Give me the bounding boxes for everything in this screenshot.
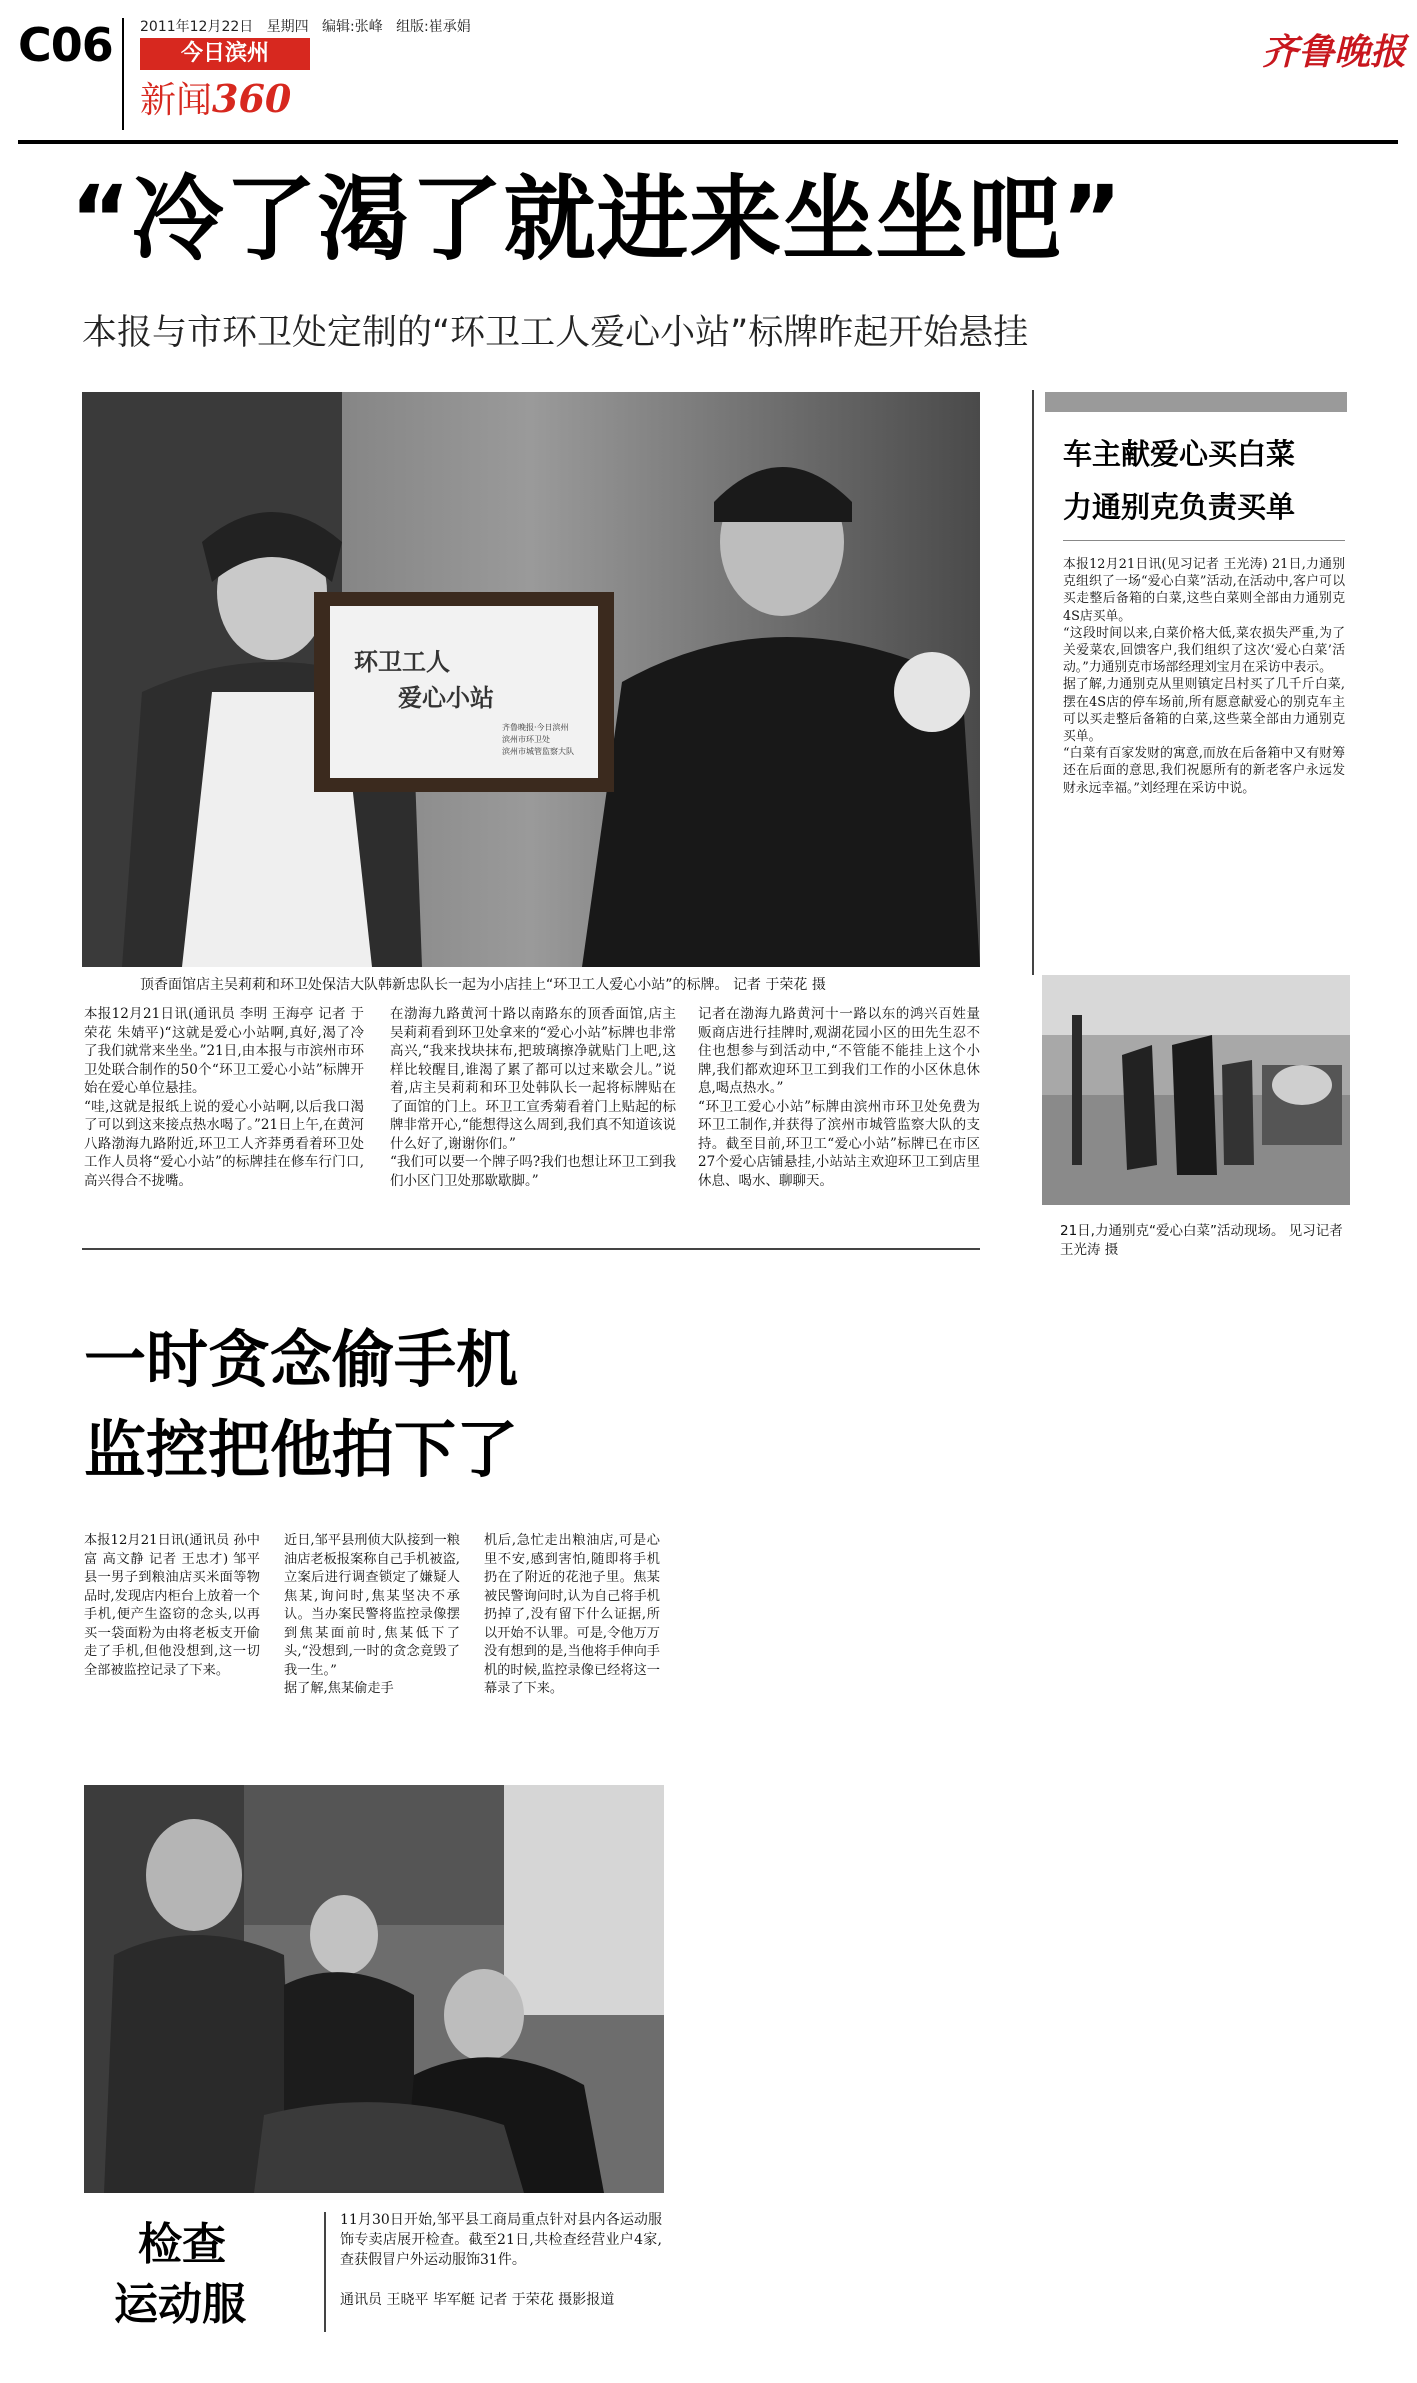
sidebar-photo — [1042, 975, 1350, 1205]
brief-title-1: 检查 — [138, 2219, 226, 2270]
article1-col2: 在渤海九路黄河十路以南路东的顶香面馆,店主吴莉莉看到环卫处拿来的“爱心小站”标牌也非常高兴,“我来找块抹布,把玻璃擦净就贴门上吧,这样比较醒目,谁渴了累了都可以过来歇会儿。”说着,店主吴莉莉和环卫处韩队长一起将标牌贴在了面馆的门上。环卫工宣秀菊看着门上贴起的标牌非常开心,“能想得这么周到,我们真不知道该说什么好了,谢谢你们。” “我们可以要一个牌子吗?我们也想让环卫工到我们小区门卫处那歇歇脚。” — [390, 1006, 676, 1189]
masthead-logo: 齐鲁晚报 — [1262, 31, 1407, 73]
photo-sign-line-2: 滨州市环卫处 — [502, 735, 550, 744]
sidebar-headline-2: 力通别克负责买单 — [1063, 490, 1296, 524]
article2-headline-2: 监控把他拍下了 — [84, 1413, 519, 1486]
photo-scene — [82, 392, 980, 967]
sidebar-headline-rule — [1063, 540, 1345, 541]
photo-sign-title-1: 环卫工人 — [354, 648, 450, 676]
section-title — [140, 72, 291, 123]
article1-photo — [82, 392, 980, 967]
layout-editor: 组版:崔承娟 — [396, 19, 471, 35]
photo-sign-line-3: 滨州市城管监察大队 — [502, 747, 574, 756]
article1-bottom-rule — [82, 1248, 980, 1250]
article1-headline: “冷了渴了就进来坐坐吧” — [70, 166, 1123, 273]
article1-photo-caption: 顶香面馆店主吴莉莉和环卫处保洁大队韩新忠队长一起为小店挂上“环卫工人爱心小站”的标牌。 记者 于荣花 摄 — [140, 977, 826, 993]
section-number: 360 — [212, 76, 292, 121]
editor: 编辑:张峰 — [321, 19, 383, 35]
header-rule — [18, 140, 1398, 144]
sidebar-top-bar — [1045, 392, 1347, 412]
sidebar-headline-1: 车主献爱心买白菜 — [1063, 437, 1296, 471]
header-date-line — [140, 16, 471, 36]
sidebar-divider — [1032, 390, 1034, 975]
brief-credit: 通讯员 王晓平 毕军艇 记者 于荣花 摄影报道 — [340, 2292, 615, 2308]
brief-divider — [324, 2212, 326, 2332]
page-code: C06 — [18, 18, 113, 72]
article2-col2: 近日,邹平县刑侦大队接到一粮油店老板报案称自己手机被盗,立案后进行调查锁定了嫌疑人焦某,询问时,焦某坚决不承认。当办案民警将监控录像摆到焦某面前时,焦某低下了头,“没想到,一时的贪念竟毁了我一生。” 据了解,焦某偷走手 — [284, 1533, 460, 1696]
photo-sign-line-1: 齐鲁晚报·今日滨州 — [502, 723, 569, 732]
sidebar-photo-caption: 21日,力通别克“爱心白菜”活动现场。 见习记者 王光涛 摄 — [1060, 1223, 1343, 1258]
brief-title-2: 运动服 — [114, 2279, 246, 2330]
article1-subheadline: 本报与市环卫处定制的“环卫工人爱心小站”标牌昨起开始悬挂 — [82, 313, 1029, 353]
header-divider-vertical — [122, 18, 124, 130]
sidebar-body: 本报12月21日讯(见习记者 王光涛) 21日,力通别克组织了一场“爱心白菜”活动,在活动中,客户可以买走整后备箱的白菜,这些白菜则全部由力通别克4S店买单。 “这段时间以来,白菜价格大低,菜农损失严重,为了关爱菜农,回馈客户,我们组织了这次‘爱心白菜’活动。”力通别克市场部经理刘宝月在采访中表示。 据了解,力通别克从里则镇定吕村买了几千斤白菜,摆在4S店的停车场前,所有愿意献爱心的别克车主可以买走整后备箱的白菜,这些菜全部由力通别克买单。 “白菜有百家发财的寓意,而放在后备箱中又有财筹还在后面的意思,我们祝愿所有的新老客户永远发财永远幸福。”刘经理在采访中说。 — [1063, 557, 1345, 796]
section-name: 新闻 — [140, 80, 213, 121]
article2-col1: 本报12月21日讯(通讯员 孙中富 高文静 记者 王忠才) 邹平县一男子到粮油店买米面等物品时,发现店内柜台上放着一个手机,便产生盗窃的念头,以再买一袋面粉为由将老板支开偷走了手机,但他没想到,这一切全部被监控记录了下来。 — [84, 1533, 260, 1678]
article2-photo — [84, 1785, 664, 2193]
article2-headline-1: 一时贪念偷手机 — [84, 1323, 519, 1396]
section-tag: 今日滨州 — [140, 38, 310, 70]
article2-col3: 机后,急忙走出粮油店,可是心里不安,感到害怕,随即将手机扔在了附近的花池子里。焦某被民警询问时,认为自己将手机扔掉了,没有留下什么证据,所以开始不认罪。可是,令他万万没有想到的是,当他将手伸向手机的时候,监控录像已经将这一幕录了下来。 — [484, 1533, 660, 1696]
sidebar-photo-scene — [1042, 975, 1350, 1205]
brief-text: 11月30日开始,邹平县工商局重点针对县内各运动服饰专卖店展开检查。截至21日,共检查经营业户4家,查获假冒户外运动服饰31件。 — [340, 2212, 662, 2268]
article1-col1: 本报12月21日讯(通讯员 李明 王海亭 记者 于荣花 朱婧平)“这就是爱心小站啊,真好,渴了冷了我们就常来坐坐。”21日,由本报与市滨州市环卫处联合制作的50个“环卫工爱心小站”标牌开始在爱心单位悬挂。 “哇,这就是报纸上说的爱心小站啊,以后我口渴了可以到这来接点热水喝了。”21日上午,在黄河八路渤海九路附近,环卫工人齐莽勇看着环卫处工作人员将“爱心小站”的标牌挂在修车行门口,高兴得合不拢嘴。 — [84, 1006, 364, 1189]
weekday: 星期四 — [266, 19, 309, 35]
photo-sign-title-2: 爱心小站 — [398, 684, 494, 712]
article1-col3: 记者在渤海九路黄河十一路以东的鸿兴百姓量贩商店进行挂牌时,观湖花园小区的田先生忍不住也想参与到活动中,“不管能不能挂上这个小牌,我们都欢迎环卫工到我们工作的小区休息休息,喝点热水。” “环卫工爱心小站”标牌由滨州市环卫处免费为环卫工制作,并获得了滨州市城管监察大队的支持。截至目前,环卫工“爱心小站”标牌已在市区27个爱心店铺悬挂,小站站主欢迎环卫工到店里休息、喝水、聊聊天。 — [698, 1006, 980, 1189]
date: 2011年12月22日 — [140, 19, 254, 35]
article2-photo-scene — [84, 1785, 664, 2193]
